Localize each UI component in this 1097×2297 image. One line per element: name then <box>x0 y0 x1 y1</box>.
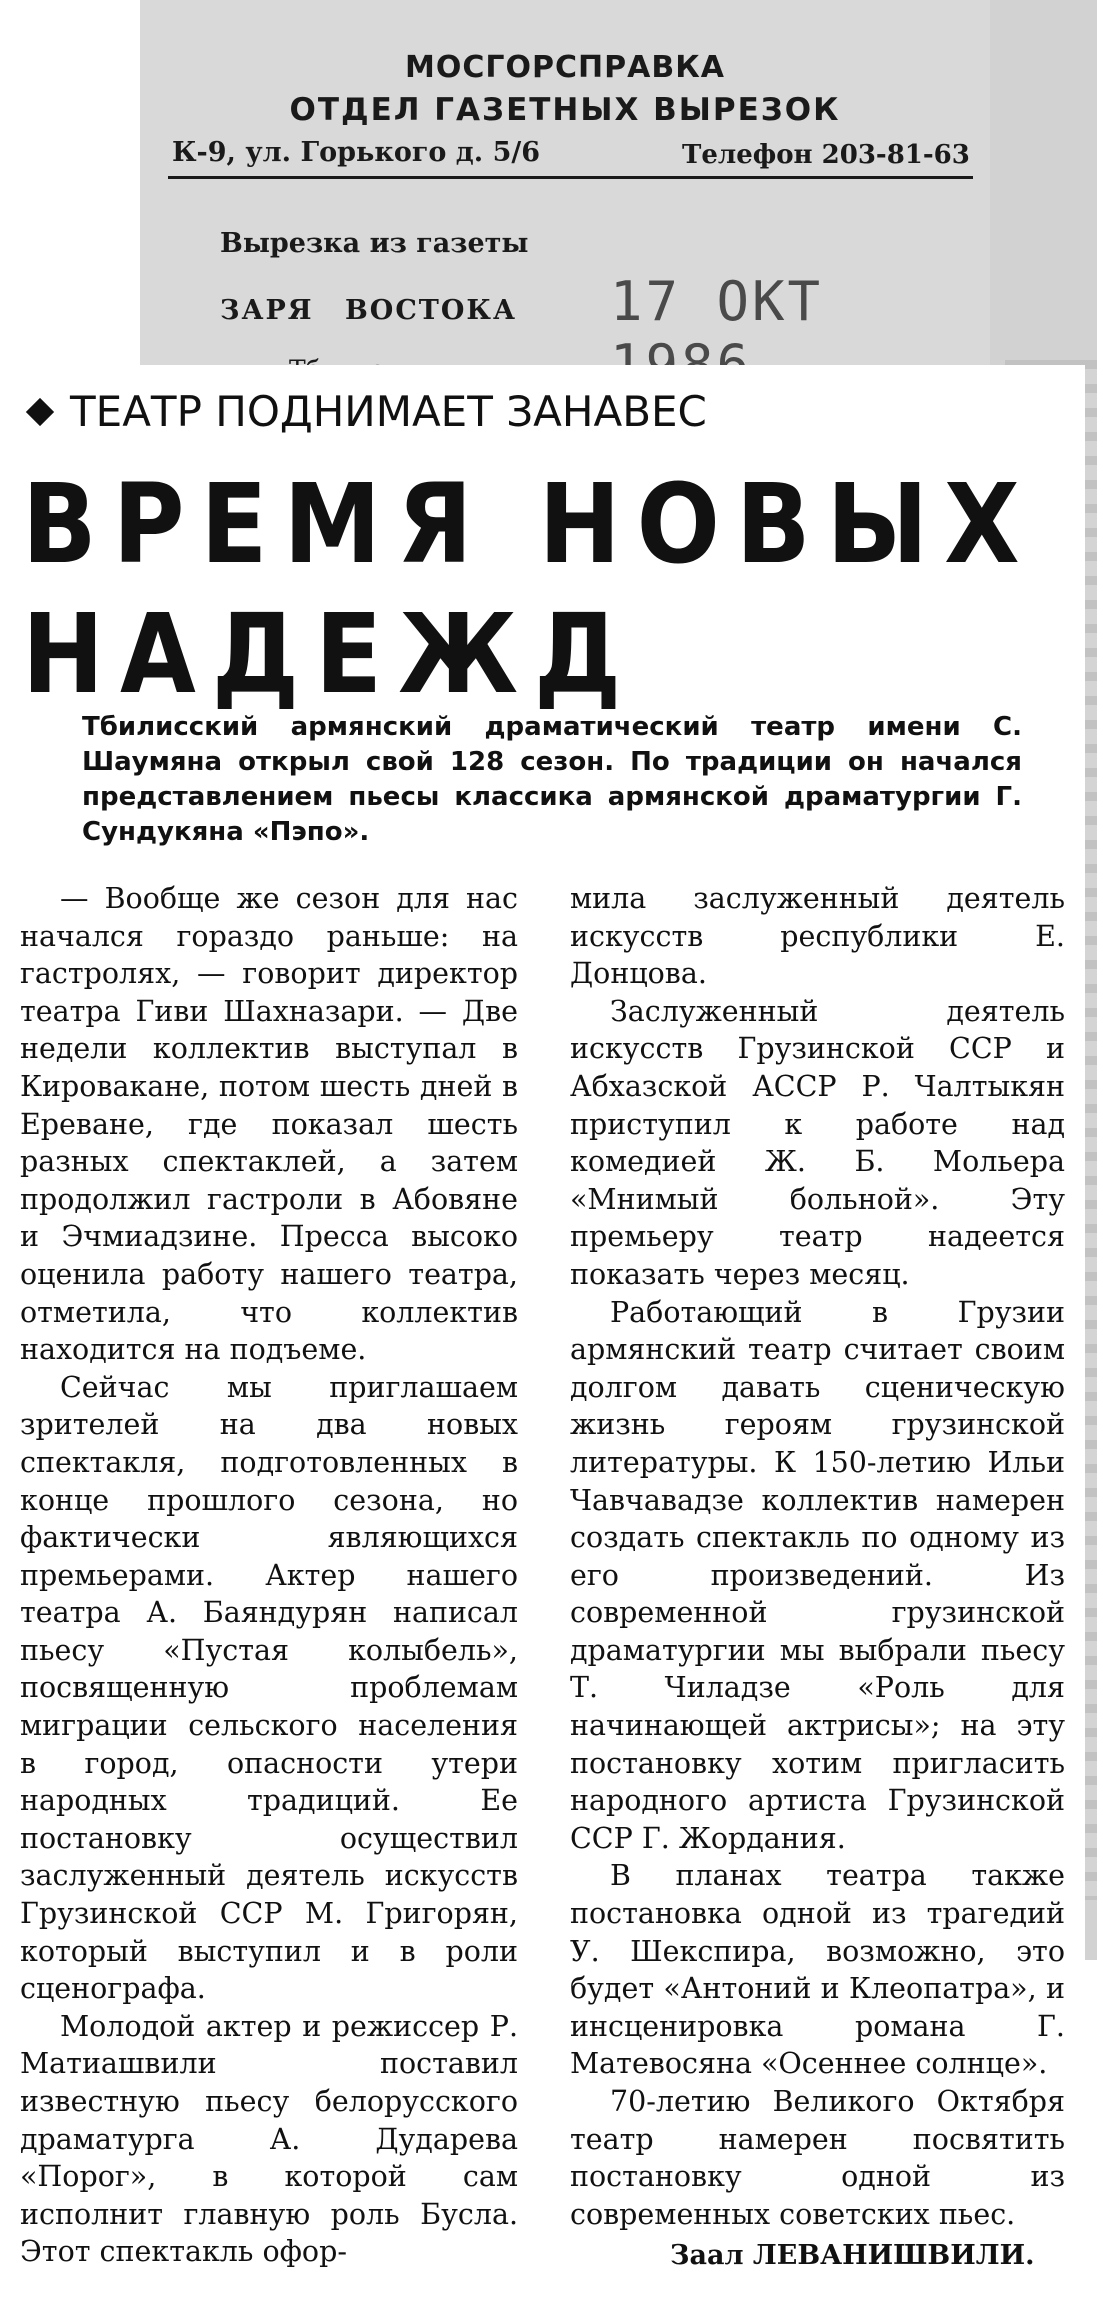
agency-name: МОСГОРСПРАВКА <box>405 50 725 85</box>
headline <box>22 460 1036 720</box>
agency-phone: Телефон 203-81-63 <box>682 140 970 170</box>
agency-slip <box>140 0 990 390</box>
author-signature: Заал ЛЕВАНИШВИЛИ. <box>670 2240 1035 2271</box>
article-column-right <box>570 880 1065 2233</box>
paragraph: — Вообще же сезон для нас начался гораздо раньше: на гастролях, — говорит директор театра Гиви Шахназари. — Две недели коллектив выступал в Кировакане, потом шесть дней в Ереване, где показал шесть разных спектаклей, а затем продолжил гастроли в Абовяне и Эчмиадзине. Пресса высоко оценила работу нашего театра, отметила, что коллектив находится на подъеме. <box>20 882 518 1367</box>
date-stamp: 17 ОКТ <box>610 270 824 333</box>
clipping-label: Вырезка из газеты <box>220 228 529 259</box>
rubric-text: ТЕАТР ПОДНИМАЕТ ЗАНАВЕС <box>70 387 707 436</box>
headline-line-2: НАДЕЖД <box>22 591 638 719</box>
paragraph: Работающий в Грузии армянский театр считает своим долгом давать сценическую жизнь героям грузинской литературы. К 150-летию Ильи Чавчавадзе коллектив намерен создать спектакль по одному из его произведений. Из современной грузинской драматургии мы выбрали пьесу Т. Чиладзе «Роль для начинающей актрисы»; на эту постановку хотим пригласить народного артиста Грузинской ССР Г. Жордания. <box>570 1295 1065 1855</box>
lead-paragraph: Тбилисский армянский драматический театр имени С. Шаумяна открыл свой 128 сезон. По традиции он начался представлением пьесы классика армянской драматургии Г. Сундукяна «Пэпо». <box>82 712 1022 847</box>
paragraph: В планах театра также постановка одной из трагедий У. Шекспира, возможно, это будет «Антоний и Клеопатра», и инсценировка романа Г. Матевосяна «Осеннее солнце». <box>570 1859 1065 2081</box>
newspaper-name: ЗАРЯ ВОСТОКА <box>220 295 517 326</box>
article-column-left <box>20 880 518 2271</box>
department-name: ОТДЕЛ ГАЗЕТНЫХ ВЫРЕЗОК <box>289 92 841 128</box>
paragraph: Заслуженный деятель искусств Грузинской ССР и Абхазской АССР Р. Чалтыкян приступил к работе над комедией Ж. Б. Мольера «Мнимый больной». Эту премьеру театр надеется показать через месяц. <box>570 994 1065 1291</box>
paragraph: Молодой актер и режиссер Р. Матиашвили поставил известную пьесу белорусского драматурга А. Дударева «Порог», в которой сам исполнит главную роль Бусла. Этот спектакль офор- <box>20 2009 518 2269</box>
newspaper-clipping <box>0 365 1085 2295</box>
paragraph: 70-летию Великого Октября театр намерен посвятить постановку одной из современных советских пьес. <box>570 2085 1065 2231</box>
paragraph: мила заслуженный деятель искусств республики Е. Донцова. <box>570 882 1065 991</box>
diamond-bullet-icon <box>26 397 54 425</box>
paragraph: Сейчас мы приглашаем зрителей на два новых спектакля, подготовленных в конце прошлого сезона, но фактически являющихся премьерами. Актер нашего театра А. Баяндурян написал пьесу «Пустая колыбель», посвященную проблемам миграции сельского населения в город, опасности утери народных традиций. Ее постановку осуществил заслуженный деятель искусств Грузинской ССР М. Григорян, который выступил и в роли сценографа. <box>20 1370 518 2006</box>
slip-divider <box>168 176 973 179</box>
rubric <box>22 387 707 436</box>
agency-address: К-9, ул. Горького д. 5/6 <box>172 137 541 168</box>
headline-line-1: ВРЕМЯ НОВЫХ <box>22 461 1036 589</box>
